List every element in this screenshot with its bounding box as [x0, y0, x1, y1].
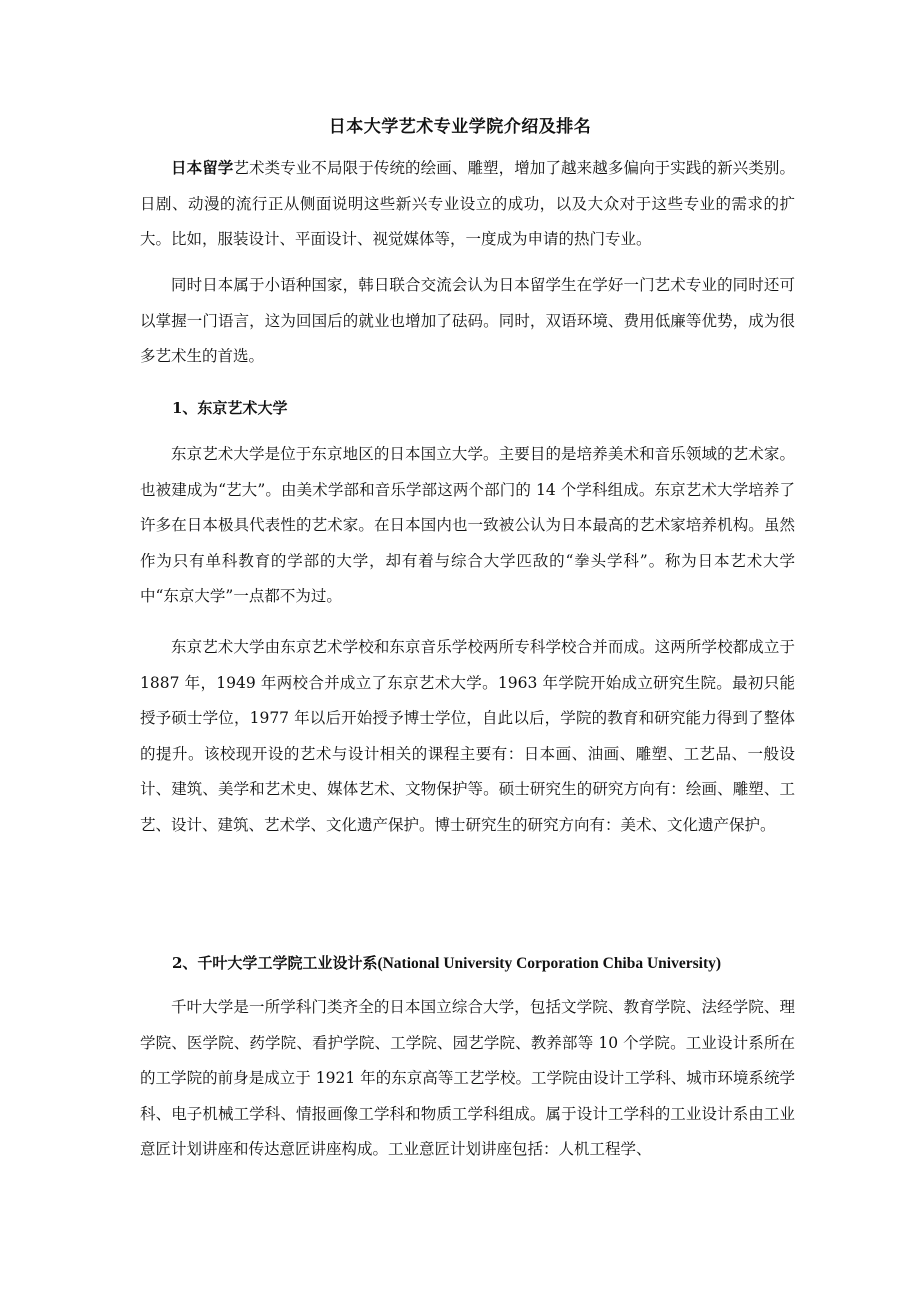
section-2-heading-latin: (National University Corporation Chiba University) [377, 955, 722, 972]
document-title: 日本大学艺术专业学院介绍及排名 [328, 117, 592, 137]
intro-bold-lead: 日本留学 [171, 158, 234, 177]
section-2-paragraph-1: 千叶大学是一所学科门类齐全的日本国立综合大学，包括文学院、教育学院、法经学院、理学院、医学院、药学院、看护学院、工学院、园艺学院、教养部等 10 个学院。工业设计系所在的工学院的前身是成立于 1921 年的东京高等工艺学校。工学院由设计工学科、城市环境系统学科、电子机械工学科、情报画像工学科和物质工学科组成。属于设计工学科的工业设计系由工业意匠计划讲座和传达意匠讲座构成。工业意匠计划讲座包括：人机工程学、 [140, 998, 795, 1158]
section-1-paragraph-2: 东京艺术大学由东京艺术学校和东京音乐学校两所专科学校合并而成。这两所学校都成立于 1887 年，1949 年两校合并成立了东京艺术大学。1963 年学院开始成立研究生院。最初只能授予硕士学位，1977 年以后开始授予博士学位，自此以后，学院的教育和研究能力得到了整体的提升。该校现开设的艺术与设计相关的课程主要有：日本画、油画、雕塑、工艺品、一般设计、建筑、美学和艺术史、媒体艺术、文物保护等。硕士研究生的研究方向有：绘画、雕塑、工艺、设计、建筑、艺术学、文化遗产保护。博士研究生的研究方向有：美术、文化遗产保护。 [140, 638, 795, 834]
section-2-heading [172, 952, 721, 973]
intro2-paragraph: 同时日本属于小语种国家，韩日联合交流会认为日本留学生在学好一门艺术专业的同时还可以掌握一门语言，这为回国后的就业也增加了砝码。同时，双语环境、费用低廉等优势，成为很多艺术生的首选。 [140, 276, 795, 365]
section-2-heading-prefix: 2、千叶大学工学院工业设计系 [172, 954, 378, 972]
section-1-heading: 1、东京艺术大学 [172, 399, 288, 417]
intro-paragraph [140, 150, 795, 258]
section-1-paragraph-1: 东京艺术大学是位于东京地区的日本国立大学。主要目的是培养美术和音乐领域的艺术家。也被建成为“艺大”。由美术学部和音乐学部这两个部门的 14 个学科组成。东京艺术大学培养了许多在日本极具代表性的艺术家。在日本国内也一致被公认为日本最高的艺术家培养机构。虽然作为只有单科教育的学部的大学，却有着与综合大学匹敌的“拳头学科”。称为日本艺术大学中“东京大学”一点都不为过。 [140, 445, 795, 605]
intro-text: 艺术类专业不局限于传统的绘画、雕塑，增加了越来越多偏向于实践的新兴类别。日剧、动漫的流行正从侧面说明这些新兴专业设立的成功，以及大众对于这些专业的需求的扩大。比如，服装设计、平面设计、视觉媒体等，一度成为申请的热门专业。 [140, 159, 795, 248]
